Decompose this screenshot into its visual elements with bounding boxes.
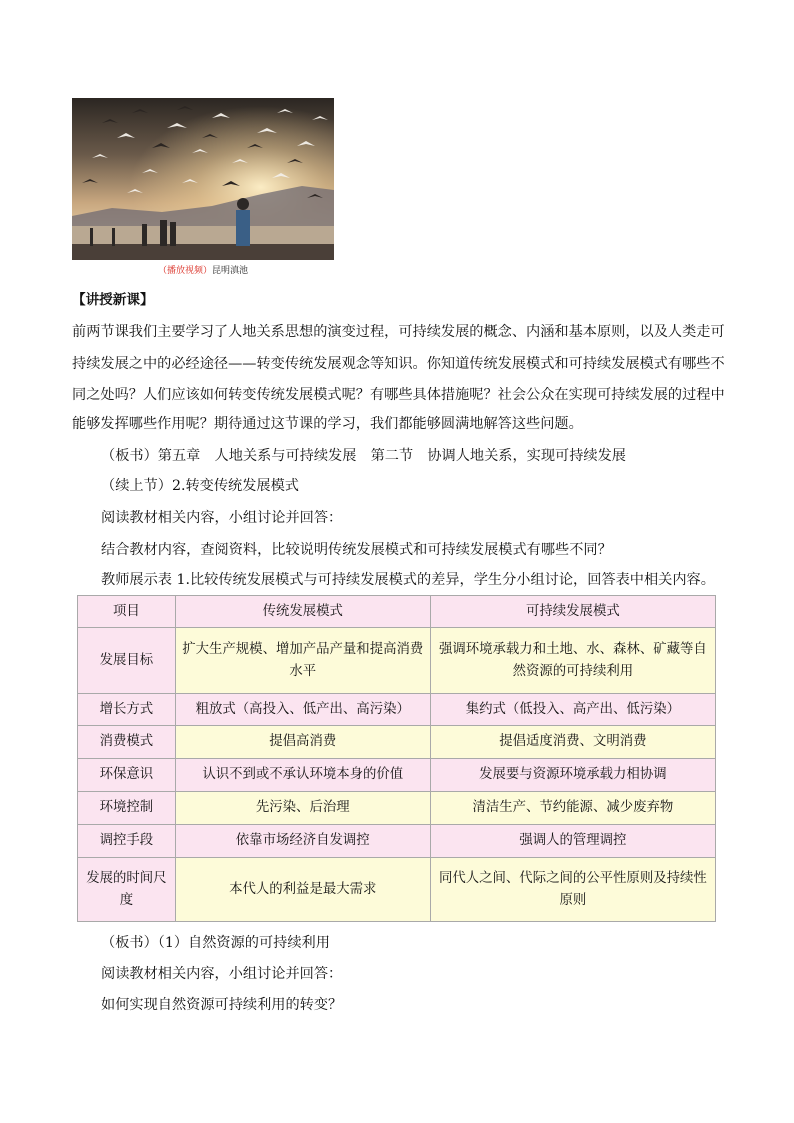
question: 如何实现自然资源可持续利用的转变？ <box>101 997 343 1013</box>
table-row <box>78 726 716 759</box>
table-header-row <box>78 596 716 628</box>
row-sustainable: 提倡适度消费、文明消费 <box>430 726 715 759</box>
row-item: 消费模式 <box>78 726 176 759</box>
row-item: 环境控制 <box>78 792 176 825</box>
header-item: 项目 <box>78 596 176 628</box>
intro-line: 持续发展之中的必经途径——转变传统发展观念等知识。你知道传统发展模式和可持续发展模式有哪些不 <box>72 356 725 372</box>
row-sustainable: 集约式（低投入、高产出、低污染） <box>430 694 715 726</box>
row-sustainable: 强调环境承载力和土地、水、森林、矿藏等自然资源的可持续利用 <box>430 628 715 694</box>
header-traditional: 传统发展模式 <box>175 596 430 628</box>
lake-dianchi-photo <box>72 98 334 260</box>
row-item: 增长方式 <box>78 694 176 726</box>
intro-line: 前两节课我们主要学习了人地关系思想的演变过程，可持续发展的概念、内涵和基本原则，以及人类走可 <box>72 324 725 340</box>
header-sustainable: 可持续发展模式 <box>430 596 715 628</box>
row-item: 发展目标 <box>78 628 176 694</box>
table-row <box>78 759 716 792</box>
row-sustainable: 强调人的管理调控 <box>430 825 715 858</box>
subsection-title: （续上节）2.转变传统发展模式 <box>101 478 299 494</box>
table-intro: 教师展示表 1.比较传统发展模式与可持续发展模式的差异，学生分小组讨论，回答表中相关内容。 <box>101 572 715 588</box>
row-traditional: 本代人的利益是最大需求 <box>175 858 430 922</box>
row-sustainable: 发展要与资源环境承载力相协调 <box>430 759 715 792</box>
question: 结合教材内容，查阅资料，比较说明传统发展模式和可持续发展模式有哪些不同？ <box>101 542 612 558</box>
intro-line: 同之处吗？人们应该如何转变传统发展模式呢？有哪些具体措施呢？社会公众在实现可持续发展的过程中 <box>72 387 725 403</box>
row-sustainable: 清洁生产、节约能源、减少废弃物 <box>430 792 715 825</box>
caption-prefix: （播放视频） <box>157 266 212 276</box>
photo-caption <box>72 263 334 276</box>
board-note: （板书）（1）自然资源的可持续利用 <box>101 935 330 951</box>
table-row <box>78 858 716 922</box>
section-heading: 【讲授新课】 <box>72 292 154 308</box>
intro-line: 能够发挥哪些作用呢？期待通过这节课的学习，我们都能够圆满地解答这些问题。 <box>72 416 583 432</box>
table-row <box>78 792 716 825</box>
instruction: 阅读教材相关内容，小组讨论并回答： <box>101 966 343 982</box>
row-traditional: 粗放式（高投入、低产出、高污染） <box>175 694 430 726</box>
row-item: 调控手段 <box>78 825 176 858</box>
row-traditional: 扩大生产规模、增加产品产量和提高消费水平 <box>175 628 430 694</box>
row-item: 发展的时间尺度 <box>78 858 176 922</box>
table-row <box>78 694 716 726</box>
row-traditional: 依靠市场经济自发调控 <box>175 825 430 858</box>
table-row <box>78 628 716 694</box>
row-traditional: 提倡高消费 <box>175 726 430 759</box>
row-sustainable: 同代人之间、代际之间的公平性原则及持续性原则 <box>430 858 715 922</box>
row-traditional: 先污染、后治理 <box>175 792 430 825</box>
table-row <box>78 825 716 858</box>
row-traditional: 认识不到或不承认环境本身的价值 <box>175 759 430 792</box>
comparison-table <box>77 595 716 922</box>
board-note: （板书）第五章 人地关系与可持续发展 第二节 协调人地关系，实现可持续发展 <box>101 448 626 464</box>
caption-text: 昆明滇池 <box>212 266 249 276</box>
row-item: 环保意识 <box>78 759 176 792</box>
instruction: 阅读教材相关内容，小组讨论并回答： <box>101 510 343 526</box>
